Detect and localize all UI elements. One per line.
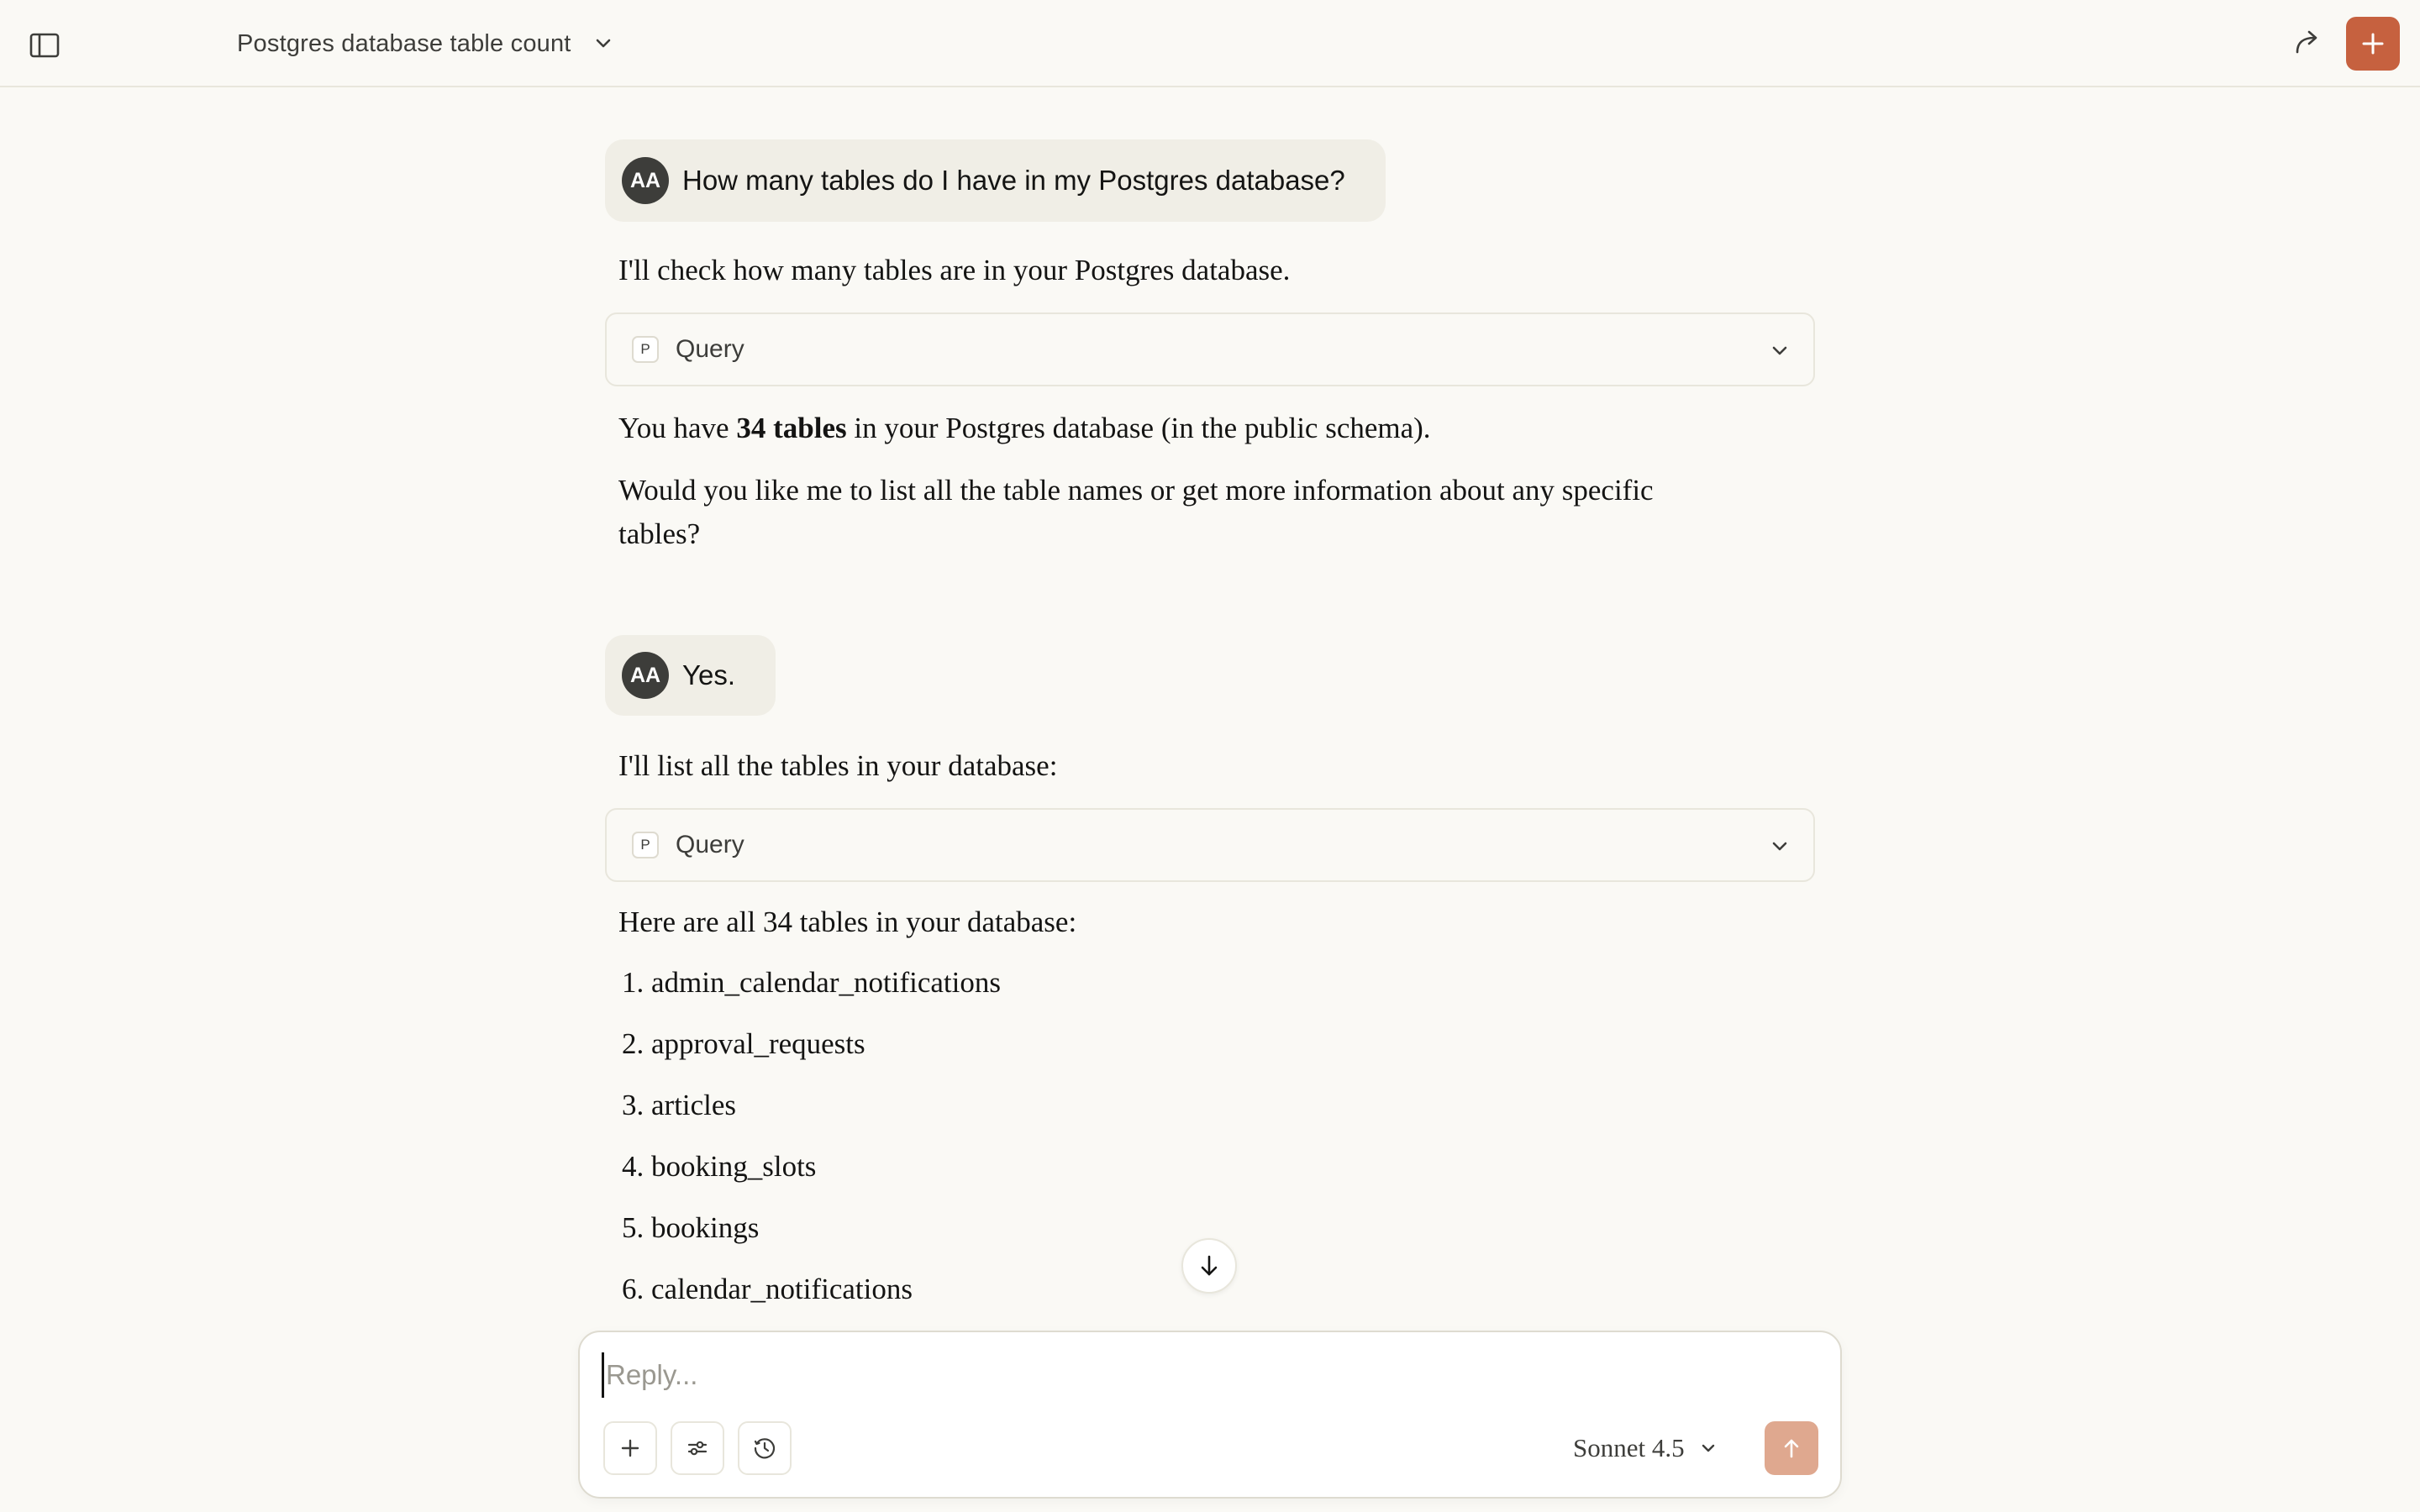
tool-call-query[interactable] xyxy=(605,312,1815,386)
sidebar-toggle-icon[interactable] xyxy=(29,30,62,60)
clock-icon xyxy=(752,1436,777,1461)
user-message-text: How many tables do I have in my Postgres database? xyxy=(682,165,1345,196)
chevron-down-icon xyxy=(1768,339,1791,363)
model-name: Sonnet 4.5 xyxy=(1573,1433,1685,1462)
assistant-followup: Would you like me to list all the table names or get more information about any specific tables? xyxy=(618,474,1654,550)
model-selector[interactable] xyxy=(1573,1426,1718,1470)
assistant-intro-text: I'll check how many tables are in your Postgres database. xyxy=(618,254,1291,286)
tool-call-label: Query xyxy=(676,335,744,363)
tool-call-query[interactable] xyxy=(605,808,1815,882)
list-intro-text: Here are all 34 tables in your database: xyxy=(618,906,1077,938)
postgres-icon: P xyxy=(632,336,659,363)
conversation-title-menu[interactable] xyxy=(237,24,615,64)
scroll-to-bottom-button[interactable] xyxy=(1181,1238,1237,1294)
list-item: 6. calendar_notifications xyxy=(622,1273,913,1305)
top-bar xyxy=(0,0,2420,87)
assistant-answer xyxy=(618,407,1431,450)
chevron-down-icon xyxy=(592,32,615,55)
arrow-down-icon xyxy=(1197,1253,1222,1278)
list-item: 5. bookings xyxy=(622,1211,760,1244)
history-button[interactable] xyxy=(738,1421,792,1475)
attach-button[interactable] xyxy=(603,1421,657,1475)
composer xyxy=(578,1331,1842,1499)
avatar: AA xyxy=(622,652,669,699)
chevron-down-icon xyxy=(1698,1438,1718,1458)
list-item: 3. articles xyxy=(622,1089,737,1121)
list-item: 1. admin_calendar_notifications xyxy=(622,966,1001,999)
list-item: 2. approval_requests xyxy=(622,1027,865,1060)
answer-suffix: in your Postgres database (in the public schema). xyxy=(846,412,1431,444)
table-list xyxy=(622,961,1001,1329)
arrow-up-icon xyxy=(1780,1436,1803,1460)
share-icon[interactable] xyxy=(2291,25,2324,59)
new-chat-button[interactable] xyxy=(2346,17,2400,71)
list-item: 4. booking_slots xyxy=(622,1150,817,1183)
user-message-bubble xyxy=(605,635,776,716)
tools-settings-button[interactable] xyxy=(671,1421,724,1475)
plus-icon xyxy=(2360,31,2386,56)
answer-prefix: You have xyxy=(618,412,737,444)
plus-icon xyxy=(619,1437,641,1459)
reply-input[interactable] xyxy=(602,1352,1700,1398)
user-message-bubble xyxy=(605,139,1386,222)
assistant-intro-text: I'll list all the tables in your database: xyxy=(618,749,1058,782)
conversation-title: Postgres database table count xyxy=(237,29,571,57)
chevron-down-icon xyxy=(1768,835,1791,858)
send-button[interactable] xyxy=(1765,1421,1818,1475)
tool-call-label: Query xyxy=(676,831,744,858)
sliders-icon xyxy=(686,1436,709,1460)
avatar: AA xyxy=(622,157,669,204)
user-message-text: Yes. xyxy=(682,659,736,690)
answer-bold-count: 34 tables xyxy=(736,412,847,444)
postgres-icon: P xyxy=(632,832,659,858)
